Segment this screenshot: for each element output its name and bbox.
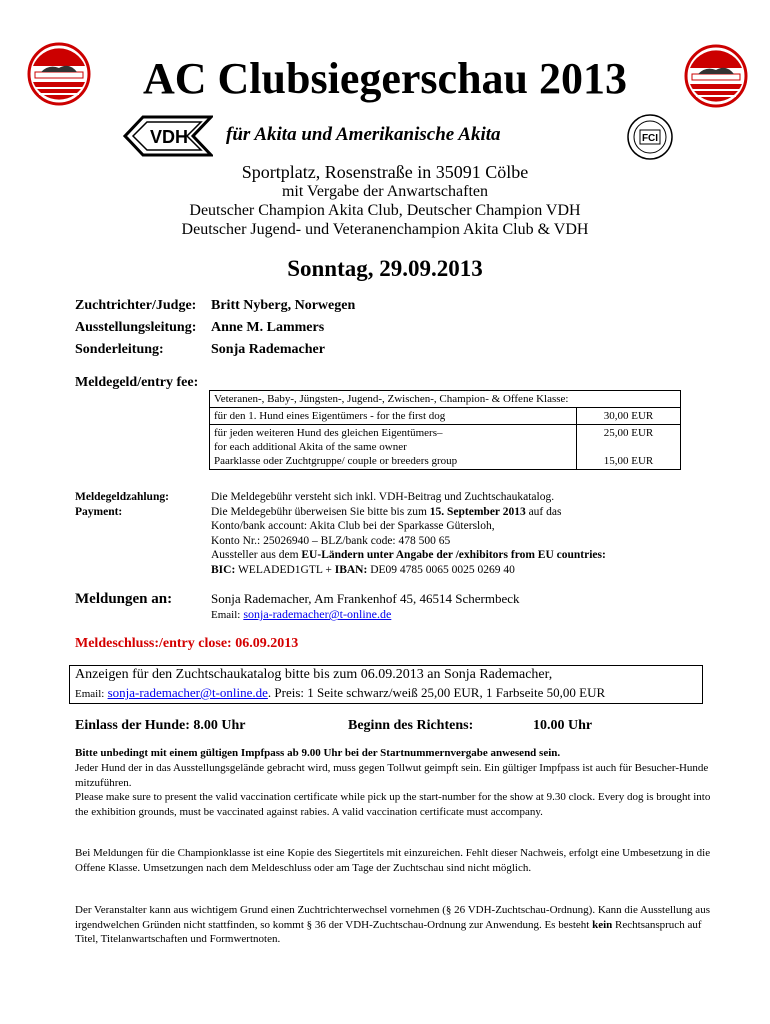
entry-fee-label: Meldegeld/entry fee: xyxy=(75,375,199,390)
event-date: Sonntag, 29.09.2013 xyxy=(287,256,483,281)
rabies-note-de: Jeder Hund der in das Ausstellungsgelände gebracht wird, muss gegen Tollwut geimpft sein. Ein gültiger Impfpass ist auch für Besucher-Hunde mitzuführen. xyxy=(75,762,709,789)
payment-line: BIC: WELADED1GTL + IBAN: DE09 4785 0065 0025 0269 40 xyxy=(211,563,515,576)
payment-label-en: Payment: xyxy=(75,505,123,518)
judging-start-time: 10.00 Uhr xyxy=(533,718,593,733)
page-title: AC Clubsiegerschau 2013 xyxy=(142,54,628,103)
award-line-2: Deutscher Champion Akita Club, Deutscher Champion VDH xyxy=(189,202,581,219)
payment-label xyxy=(75,490,169,519)
payment-line: Aussteller aus dem EU-Ländern unter Angabe der /exhibitors from EU countries: xyxy=(211,549,606,562)
fee-desc-additional xyxy=(210,425,577,470)
special-management-label: Sonderleitung: xyxy=(75,342,164,357)
fee-classes: Veteranen-, Baby-, Jüngsten-, Jugend-, Zwischen-, Champion- & Offene Klasse: xyxy=(210,391,681,408)
table-row xyxy=(210,408,681,425)
award-line-1: mit Vergabe der Anwartschaften xyxy=(281,183,488,200)
fci-logo xyxy=(626,113,674,161)
award-line-3: Deutscher Jugend- und Veteranenchampion Akita Club & VDH xyxy=(181,221,589,238)
payment-line: Konto Nr.: 25026940 – BLZ/bank code: 478 500 65 xyxy=(211,534,451,547)
fee-desc-line: für jeden weiteren Hund des gleichen Eigentümers– xyxy=(214,427,443,439)
judging-start-label: Beginn des Richtens: xyxy=(348,718,474,733)
catalog-email-link[interactable]: sonja-rademacher@t-online.de xyxy=(107,685,268,700)
catalog-line-2 xyxy=(75,685,605,701)
fee-amount: 15,00 EUR xyxy=(603,455,654,467)
show-management-label: Ausstellungsleitung: xyxy=(75,320,197,335)
fee-table xyxy=(209,390,681,470)
table-row xyxy=(210,391,681,408)
catalog-prices: . Preis: 1 Seite schwarz/weiß 25,00 EUR, 1 Farbseite 50,00 EUR xyxy=(267,685,606,700)
champion-class-note: Bei Meldungen für die Championklasse ist eine Kopie des Siegertitels mit einzureichen. Fehlt dieser Nachweis, erfolgt eine Umbesetzung in die Offene Klasse. Umsetzungen nach dem Meldeschluss oder am Tage der Zuchtschau sind nicht möglich. xyxy=(75,847,711,874)
entries-email-link[interactable]: sonja-rademacher@t-online.de xyxy=(243,607,392,621)
subtitle: für Akita und Amerikanische Akita xyxy=(226,124,501,145)
show-management-value: Anne M. Lammers xyxy=(211,320,325,335)
fee-amount: 25,00 EUR xyxy=(603,427,654,439)
judge-label: Zuchtrichter/Judge: xyxy=(75,298,197,313)
special-management-value: Sonja Rademacher xyxy=(211,342,325,357)
entries-email-row xyxy=(211,607,391,622)
catalog-line-1: Anzeigen für den Zuchtschaukatalog bitte bis zum 06.09.2013 an Sonja Rademacher, xyxy=(75,667,553,682)
vaccination-notice: Bitte unbedingt mit einem gültigen Impfpass ab 9.00 Uhr bei der Startnummernvergabe anwesend sein. xyxy=(75,747,561,759)
payment-line: Konto/bank account: Akita Club bei der Sparkasse Gütersloh, xyxy=(211,520,495,533)
fee-desc-line: Paarklasse oder Zuchtgruppe/ couple or breeders group xyxy=(214,455,458,467)
entries-address: Sonja Rademacher, Am Frankenhof 45, 46514 Schermbeck xyxy=(211,591,520,606)
entry-close: Meldeschluss:/entry close: 06.09.2013 xyxy=(75,636,299,651)
judge-value: Britt Nyberg, Norwegen xyxy=(211,298,356,313)
vdh-logo xyxy=(123,115,213,157)
entries-label: Meldungen an: xyxy=(75,591,173,607)
dog-entry-time: Einlass der Hunde: 8.00 Uhr xyxy=(75,718,246,733)
payment-line: Die Meldegebühr versteht sich inkl. VDH-Beitrag und Zuchtschaukatalog. xyxy=(211,491,555,503)
svg-text:FCI: FCI xyxy=(641,133,659,144)
fee-desc-line: for each additional Akita of the same owner xyxy=(214,441,407,453)
fee-amount-additional xyxy=(577,425,681,470)
email-label: Email: xyxy=(75,688,105,700)
payment-details xyxy=(211,490,681,578)
fee-amount-first: 30,00 EUR xyxy=(577,408,681,425)
venue: Sportplatz, Rosenstraße in 35091 Cölbe xyxy=(241,162,529,182)
svg-text:VDH: VDH xyxy=(149,127,189,147)
rabies-note-en: Please make sure to present the valid vaccination certificate while pick up the start-number for the show at 9.30 clock. Every dog is brought into the exhibition grounds, must be vaccinated against rabies. A valid vaccination certificate must accompany. xyxy=(75,791,711,818)
payment-line: Die Meldegebühr überweisen Sie bitte bis zum 15. September 2013 auf das xyxy=(211,505,562,518)
fee-desc-first: für den 1. Hund eines Eigentümers - for the first dog xyxy=(210,408,577,425)
table-row xyxy=(210,425,681,470)
legal-note: Der Veranstalter kann aus wichtigem Grund einen Zuchtrichterwechsel vornehmen (§ 26 VDH-Zuchtschau-Ordnung). Kann die Ausstellung aus irgendwelchen Gründen nicht stattfinden, so kommt § 36 der VDH-Zuchtschau-Ordnung zur Anwendung. Es besteht kein Rechtsanspruch auf Titel, Titelanwartschaften und Formwertnoten. xyxy=(75,904,710,946)
email-label: Email: xyxy=(211,609,241,621)
payment-label-de: Meldegeldzahlung: xyxy=(75,491,169,503)
